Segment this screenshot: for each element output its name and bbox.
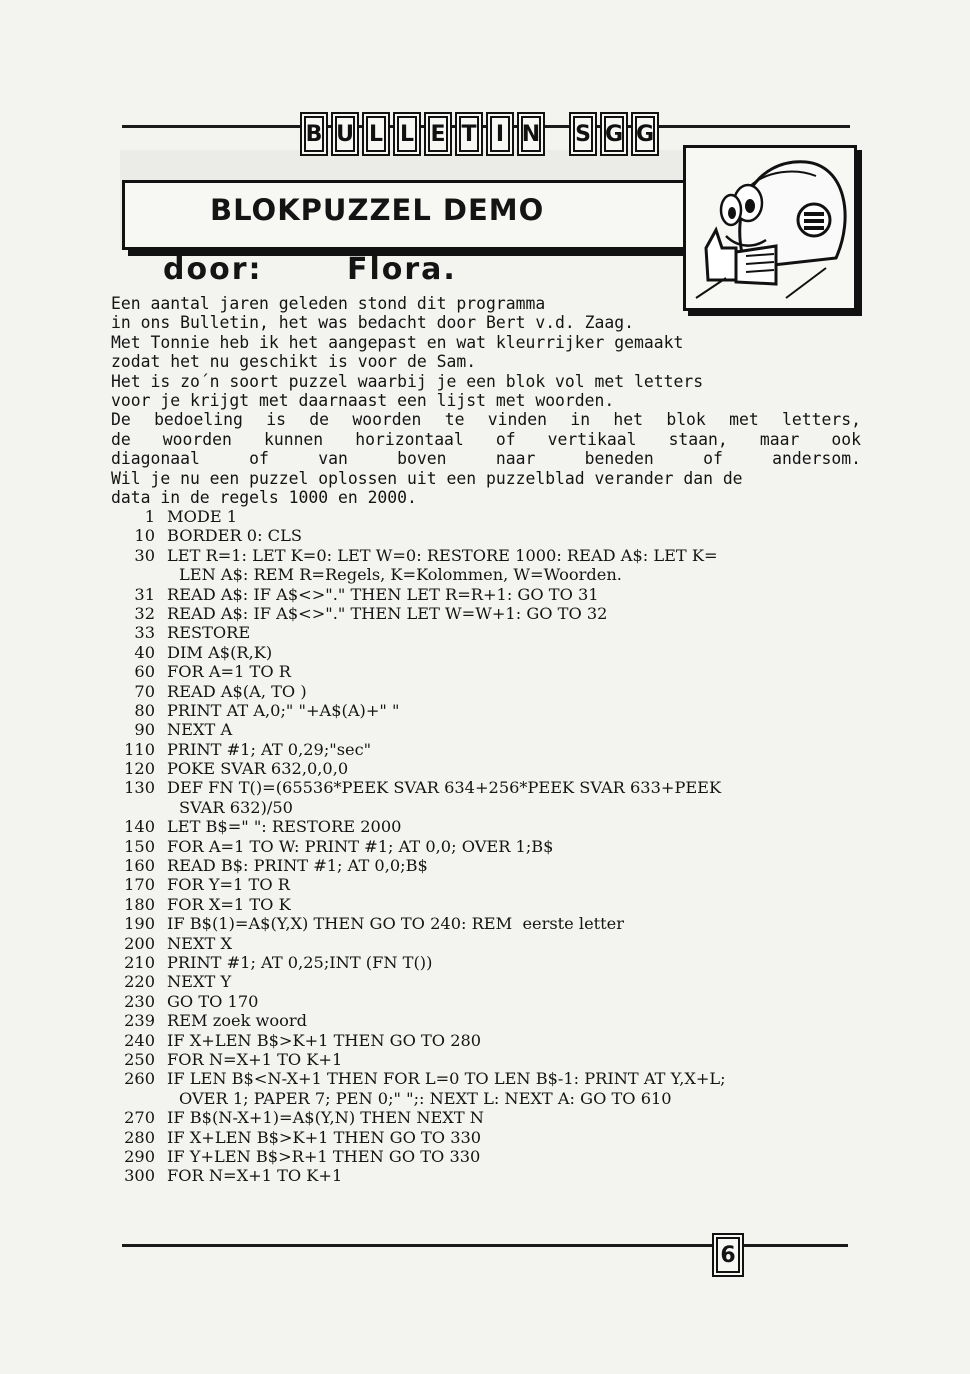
code-statement: MODE 1	[167, 507, 238, 526]
code-statement: NEXT Y	[167, 972, 232, 992]
intro-line: Met Tonnie heb ik het aangepast en wat kleurrijker gemaakt	[111, 332, 684, 352]
code-statement: REM zoek woord	[167, 1011, 307, 1031]
code-line	[111, 934, 726, 953]
code-line	[111, 759, 726, 778]
code-statement: IF B$(1)=A$(Y,X) THEN GO TO 240: REM eerste letter	[167, 914, 624, 934]
code-statement: OVER 1; PAPER 7; PEN 0;" ";: NEXT L: NEXT A: GO TO 610	[179, 1088, 672, 1108]
code-statement: FOR A=1 TO R	[167, 662, 291, 682]
code-line	[111, 701, 726, 720]
code-line	[111, 856, 726, 875]
basic-listing	[111, 507, 726, 1186]
code-statement: IF LEN B$<N-X+1 THEN FOR L=0 TO LEN B$-1: PRINT AT Y,X+L;	[167, 1069, 726, 1089]
code-line	[111, 1128, 726, 1147]
mascot-illustration	[683, 145, 857, 311]
code-statement: PRINT #1; AT 0,25;INT (FN T())	[167, 952, 433, 972]
code-statement: IF B$(N-X+1)=A$(Y,N) THEN NEXT N	[167, 1108, 484, 1128]
banner-letter: T	[455, 112, 483, 156]
intro-line: diagonaal of van boven naar beneden of andersom.	[111, 449, 861, 469]
code-statement: SVAR 632)/50	[179, 797, 293, 817]
line-number: 270	[124, 1108, 155, 1128]
code-line	[111, 875, 726, 894]
code-line	[111, 1166, 726, 1185]
intro-line: De bedoeling is de woorden te vinden in het blok met letters,	[111, 410, 861, 430]
code-statement: RESTORE	[167, 623, 251, 643]
line-number: 10	[134, 526, 155, 546]
line-number: 60	[134, 662, 155, 682]
line-number: 30	[134, 545, 155, 565]
intro-line: Een aantal jaren geleden stond dit programma	[111, 294, 546, 313]
code-statement: DEF FN T()=(65536*PEEK SVAR 634+256*PEEK SVAR 633+PEEK	[167, 778, 722, 798]
code-statement: DIM A$(R,K)	[167, 642, 273, 662]
line-number: 280	[124, 1127, 155, 1147]
code-line	[111, 895, 726, 914]
line-number: 70	[134, 681, 155, 701]
intro-line: in ons Bulletin, het was bedacht door Bert v.d. Zaag.	[111, 313, 635, 333]
code-line	[111, 778, 726, 797]
line-number: 160	[124, 856, 155, 876]
byline-label: door:	[163, 252, 263, 287]
code-line	[111, 585, 726, 604]
code-statement: FOR Y=1 TO R	[167, 875, 290, 895]
line-number: 290	[124, 1146, 155, 1166]
banner-letter: U	[331, 112, 359, 156]
code-statement: IF X+LEN B$>K+1 THEN GO TO 280	[167, 1030, 482, 1050]
banner-letter: L	[393, 112, 421, 156]
code-line	[111, 643, 726, 662]
banner-letter: B	[300, 112, 328, 156]
code-statement: READ A$: IF A$<>"." THEN LET W=W+1: GO TO 32	[167, 603, 608, 623]
banner-letter: G	[600, 112, 628, 156]
line-number: 240	[124, 1030, 155, 1050]
line-number: 31	[134, 584, 155, 604]
code-line	[111, 1031, 726, 1050]
line-number: 40	[134, 642, 155, 662]
line-number: 210	[124, 952, 155, 972]
code-line	[111, 817, 726, 836]
bulletin-banner	[300, 112, 659, 156]
line-number: 220	[124, 972, 155, 992]
code-line	[111, 662, 726, 681]
line-number: 140	[124, 817, 155, 837]
intro-text	[111, 294, 861, 507]
code-statement: GO TO 170	[167, 991, 259, 1011]
line-number: 110	[124, 739, 155, 759]
code-line	[111, 720, 726, 739]
mascot-thumbs-up-icon	[686, 148, 854, 308]
line-number: 180	[124, 894, 155, 914]
intro-line: data in de regels 1000 en 2000.	[111, 488, 417, 508]
code-line	[111, 1147, 726, 1166]
code-line	[111, 623, 726, 642]
banner-letter: G	[631, 112, 659, 156]
code-statement: IF Y+LEN B$>R+1 THEN GO TO 330	[167, 1146, 481, 1166]
code-line	[111, 740, 726, 759]
footer-rule	[122, 1244, 712, 1247]
banner-letter: I	[486, 112, 514, 156]
code-line	[111, 1011, 726, 1030]
code-statement: FOR N=X+1 TO K+1	[167, 1049, 343, 1069]
code-statement: LET B$=" ": RESTORE 2000	[167, 817, 402, 837]
intro-line: de woorden kunnen horizontaal of vertikaal staan, maar ook	[111, 429, 861, 449]
banner-gap	[548, 112, 566, 156]
code-line	[111, 953, 726, 972]
code-line	[111, 682, 726, 701]
code-statement: FOR X=1 TO K	[167, 894, 291, 914]
banner-letter: E	[424, 112, 452, 156]
code-line	[111, 565, 726, 584]
code-statement: FOR A=1 TO W: PRINT #1; AT 0,0; OVER 1;B$	[167, 836, 554, 856]
code-statement: BORDER 0: CLS	[167, 526, 302, 546]
intro-line: Het is zo´n soort puzzel waarbij je een blok vol met letters	[111, 371, 704, 391]
code-line	[111, 914, 726, 933]
article-title: BLOKPUZZEL DEMO	[210, 193, 545, 227]
code-line	[111, 1089, 726, 1108]
code-statement: READ A$: IF A$<>"." THEN LET R=R+1: GO TO 31	[167, 584, 599, 604]
code-line	[111, 1050, 726, 1069]
line-number: 300	[124, 1166, 155, 1186]
code-statement: LEN A$: REM R=Regels, K=Kolommen, W=Woorden.	[179, 565, 622, 585]
line-number: 250	[124, 1049, 155, 1069]
line-number: 170	[124, 875, 155, 895]
page-number: 6	[712, 1233, 744, 1277]
line-number: 130	[124, 778, 155, 798]
line-number: 90	[134, 720, 155, 740]
code-statement: NEXT X	[167, 933, 232, 953]
line-number: 150	[124, 836, 155, 856]
code-line	[111, 1108, 726, 1127]
code-line	[111, 972, 726, 991]
banner-letter: L	[362, 112, 390, 156]
line-number: 239	[124, 1011, 155, 1031]
code-line	[111, 507, 726, 526]
line-number: 80	[134, 700, 155, 720]
line-number: 190	[124, 914, 155, 934]
intro-line: zodat het nu geschikt is voor de Sam.	[111, 352, 477, 372]
code-line	[111, 837, 726, 856]
code-line	[111, 1069, 726, 1088]
code-statement: POKE SVAR 632,0,0,0	[167, 759, 349, 779]
code-line	[111, 798, 726, 817]
intro-line: Wil je nu een puzzel oplossen uit een puzzelblad verander dan de	[111, 468, 743, 488]
line-number: 1	[144, 507, 155, 526]
code-statement: PRINT AT A,0;" "+A$(A)+" "	[167, 700, 400, 720]
code-statement: READ B$: PRINT #1; AT 0,0;B$	[167, 856, 428, 876]
line-number: 32	[134, 603, 155, 623]
code-statement: FOR N=X+1 TO K+1	[167, 1166, 343, 1186]
line-number: 260	[124, 1069, 155, 1089]
code-line	[111, 526, 726, 545]
banner-letter: N	[517, 112, 545, 156]
code-statement: IF X+LEN B$>K+1 THEN GO TO 330	[167, 1127, 482, 1147]
code-statement: NEXT A	[167, 720, 233, 740]
banner-letter: S	[569, 112, 597, 156]
line-number: 230	[124, 991, 155, 1011]
code-statement: PRINT #1; AT 0,29;"sec"	[167, 739, 372, 759]
code-line	[111, 604, 726, 623]
line-number: 120	[124, 759, 155, 779]
code-line	[111, 992, 726, 1011]
footer-rule-right	[742, 1244, 848, 1247]
code-statement: LET R=1: LET K=0: LET W=0: RESTORE 1000: READ A$: LET K=	[167, 545, 718, 565]
code-statement: READ A$(A, TO )	[167, 681, 307, 701]
code-line	[111, 546, 726, 565]
intro-line: voor je krijgt met daarnaast een lijst met woorden.	[111, 391, 615, 411]
line-number: 200	[124, 933, 155, 953]
author-name: Flora.	[347, 252, 457, 287]
line-number: 33	[134, 623, 155, 643]
